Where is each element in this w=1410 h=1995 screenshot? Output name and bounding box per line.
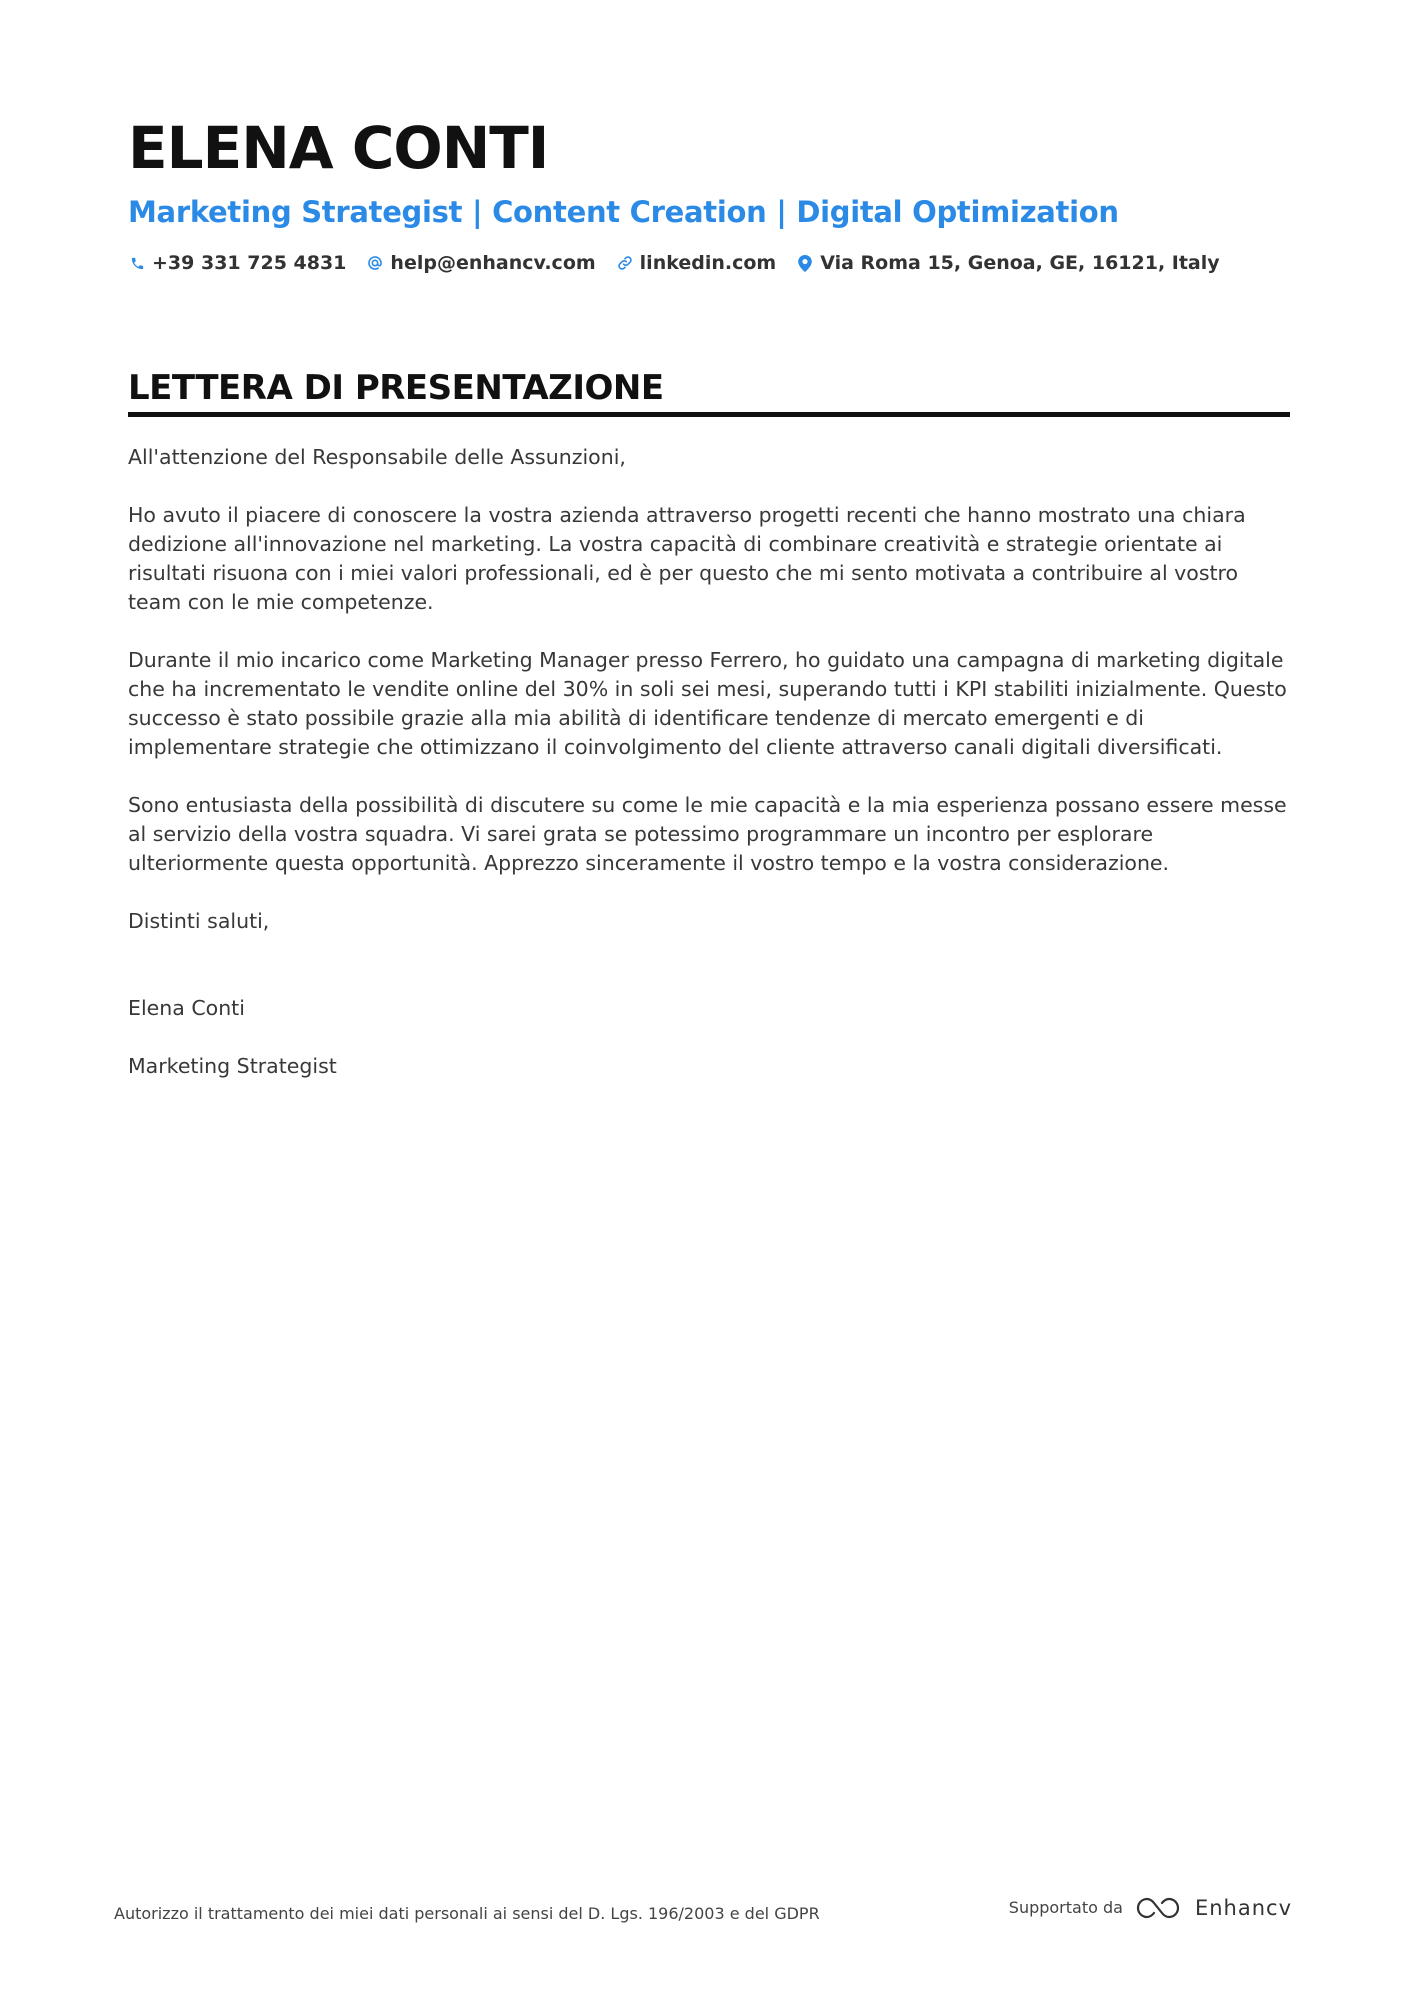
privacy-consent: Autorizzo il trattamento dei miei dati personali ai sensi del D. Lgs. 196/2003 e del GDPR <box>114 1904 820 1923</box>
phone-icon <box>128 254 146 272</box>
resume-header <box>128 108 1288 274</box>
at-icon <box>366 254 384 272</box>
letter-closing: Distinti saluti, <box>128 909 270 933</box>
enhancv-logo-icon <box>1135 1895 1181 1921</box>
contact-phone-text: +39 331 725 4831 <box>152 252 347 274</box>
signature-title: Marketing Strategist <box>128 1054 337 1078</box>
cover-letter-section <box>128 366 1290 1110</box>
link-icon <box>616 254 634 272</box>
enhancv-brand: Enhancv <box>1194 1895 1292 1920</box>
letter-paragraph: Sono entusiasta della possibilità di discutere su come le mie capacità e la mia esperienza possano essere messe al servizio della vostra squadra. Vi sarei grata se potessimo programmare un incontro per esplorare ulteriormente questa opportunità. Apprezzo sinceramente il vostro tempo e la vostra considerazione. <box>128 793 1287 875</box>
contact-address <box>796 252 1219 274</box>
contact-linkedin-text[interactable]: linkedin.com <box>639 252 777 274</box>
contact-email-text[interactable]: help@enhancv.com <box>390 252 596 274</box>
letter-paragraph: Ho avuto il piacere di conoscere la vostra azienda attraverso progetti recenti che hanno mostrato una chiara dedizione all'innovazione nel marketing. La vostra capacità di combinare creatività e strategie orientate ai risultati risuona con i miei valori professionali, ed è per questo che mi sento motivata a contribuire al vostro team con le mie competenze. <box>128 503 1246 614</box>
letter-paragraph: Durante il mio incarico come Marketing Manager presso Ferrero, ho guidato una campagna di marketing digitale che ha incrementato le vendite online del 30% in soli sei mesi, superando tutti i KPI stabiliti inizialmente. Questo successo è stato possibile grazie alla mia abilità di identificare tendenze di mercato emergenti e di implementare strategie che ottimizzano il coinvolgimento del cliente attraverso canali digitali diversificati. <box>128 648 1287 759</box>
powered-by-label: Supportato da <box>1008 1898 1123 1917</box>
section-title: LETTERA DI PRESENTAZIONE <box>128 368 664 408</box>
contact-address-text: Via Roma 15, Genoa, GE, 16121, Italy <box>820 252 1220 274</box>
page-footer <box>114 1892 1292 1923</box>
letter-greeting: All'attenzione del Responsabile delle Assunzioni, <box>128 445 626 469</box>
location-pin-icon <box>796 254 814 272</box>
letter-body <box>128 443 1290 1081</box>
section-divider <box>128 412 1290 417</box>
contact-linkedin[interactable] <box>616 252 777 274</box>
contact-email[interactable] <box>366 252 595 274</box>
contact-info <box>128 252 1288 274</box>
contact-phone <box>128 252 346 274</box>
signature-name: Elena Conti <box>128 996 245 1020</box>
candidate-name: ELENA CONTI <box>128 114 549 182</box>
powered-by[interactable] <box>1009 1895 1292 1921</box>
candidate-title: Marketing Strategist | Content Creation | Digital Optimization <box>128 195 1119 229</box>
